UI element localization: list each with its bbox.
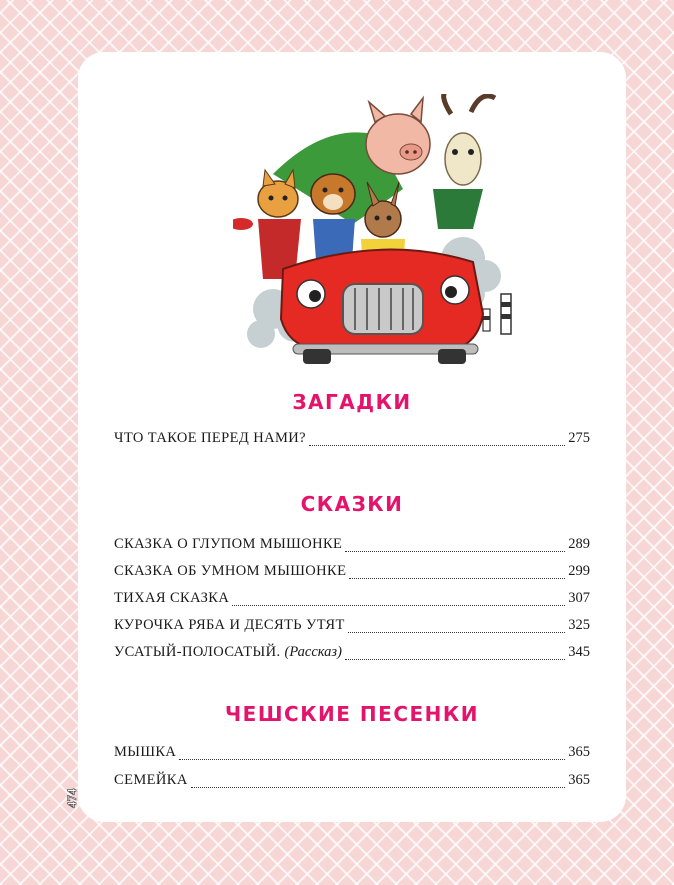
toc-entry-page: 325 — [568, 617, 590, 633]
section-title-czech-songs: ЧЕШСКИЕ ПЕСЕНКИ — [225, 702, 479, 726]
hat-icon — [233, 218, 253, 230]
dot-leader — [348, 631, 566, 633]
toc-entry-page: 275 — [568, 430, 590, 446]
wheel-icon — [438, 349, 466, 364]
toc-entry-page: 365 — [568, 772, 590, 788]
toc-entry-page: 345 — [568, 644, 590, 660]
page-number: 474 — [64, 788, 79, 808]
dot-leader — [179, 758, 565, 760]
toc-entry-title: СКАЗКА О ГЛУПОМ МЫШОНКЕ — [114, 536, 343, 552]
dot-leader — [232, 604, 565, 606]
toc-entry-page: 307 — [568, 590, 590, 606]
toc-entry-title: УСАТЫЙ-ПОЛОСАТЫЙ. (Рассказ) — [114, 644, 342, 660]
section-title-riddles: ЗАГАДКИ — [292, 390, 412, 414]
toc-entry-title: МЫШКА — [114, 744, 177, 760]
wheel-icon — [303, 349, 331, 364]
toc-entry-page: 289 — [568, 536, 590, 552]
toc-entry-title: ТИХАЯ СКАЗКА — [114, 590, 230, 606]
red-car-icon — [281, 250, 483, 364]
dot-leader — [349, 577, 565, 579]
goat-icon — [433, 94, 495, 229]
toc-entry[interactable] — [114, 644, 590, 664]
section-title-tales: СКАЗКИ — [300, 492, 404, 516]
road-posts-icon — [483, 294, 511, 334]
toc-entry[interactable] — [114, 430, 590, 450]
toc-entry[interactable] — [114, 617, 590, 637]
cat-icon — [233, 170, 301, 279]
toc-entry[interactable] — [114, 744, 590, 764]
dot-leader — [191, 786, 566, 788]
animals-in-red-car-illustration — [233, 94, 533, 364]
toc-entry-title: ЧТО ТАКОЕ ПЕРЕД НАМИ? — [114, 430, 306, 446]
toc-entry-title: КУРОЧКА РЯБА И ДЕСЯТЬ УТЯТ — [114, 617, 345, 633]
toc-entry[interactable] — [114, 772, 590, 792]
page-card — [78, 52, 626, 822]
toc-entry-subtitle: (Рассказ) — [284, 644, 342, 660]
toc-entry-page: 299 — [568, 563, 590, 579]
toc-entry[interactable] — [114, 536, 590, 556]
dot-leader — [345, 550, 565, 552]
toc-entry-title: СЕМЕЙКА — [114, 772, 188, 788]
toc-entry-title: СКАЗКА ОБ УМНОМ МЫШОНКЕ — [114, 563, 347, 579]
toc-entry[interactable] — [114, 590, 590, 610]
dot-leader — [345, 658, 565, 660]
toc-entry[interactable] — [114, 563, 590, 583]
pig-icon — [366, 98, 430, 174]
dot-leader — [309, 444, 565, 446]
toc-entry-page: 365 — [568, 744, 590, 760]
